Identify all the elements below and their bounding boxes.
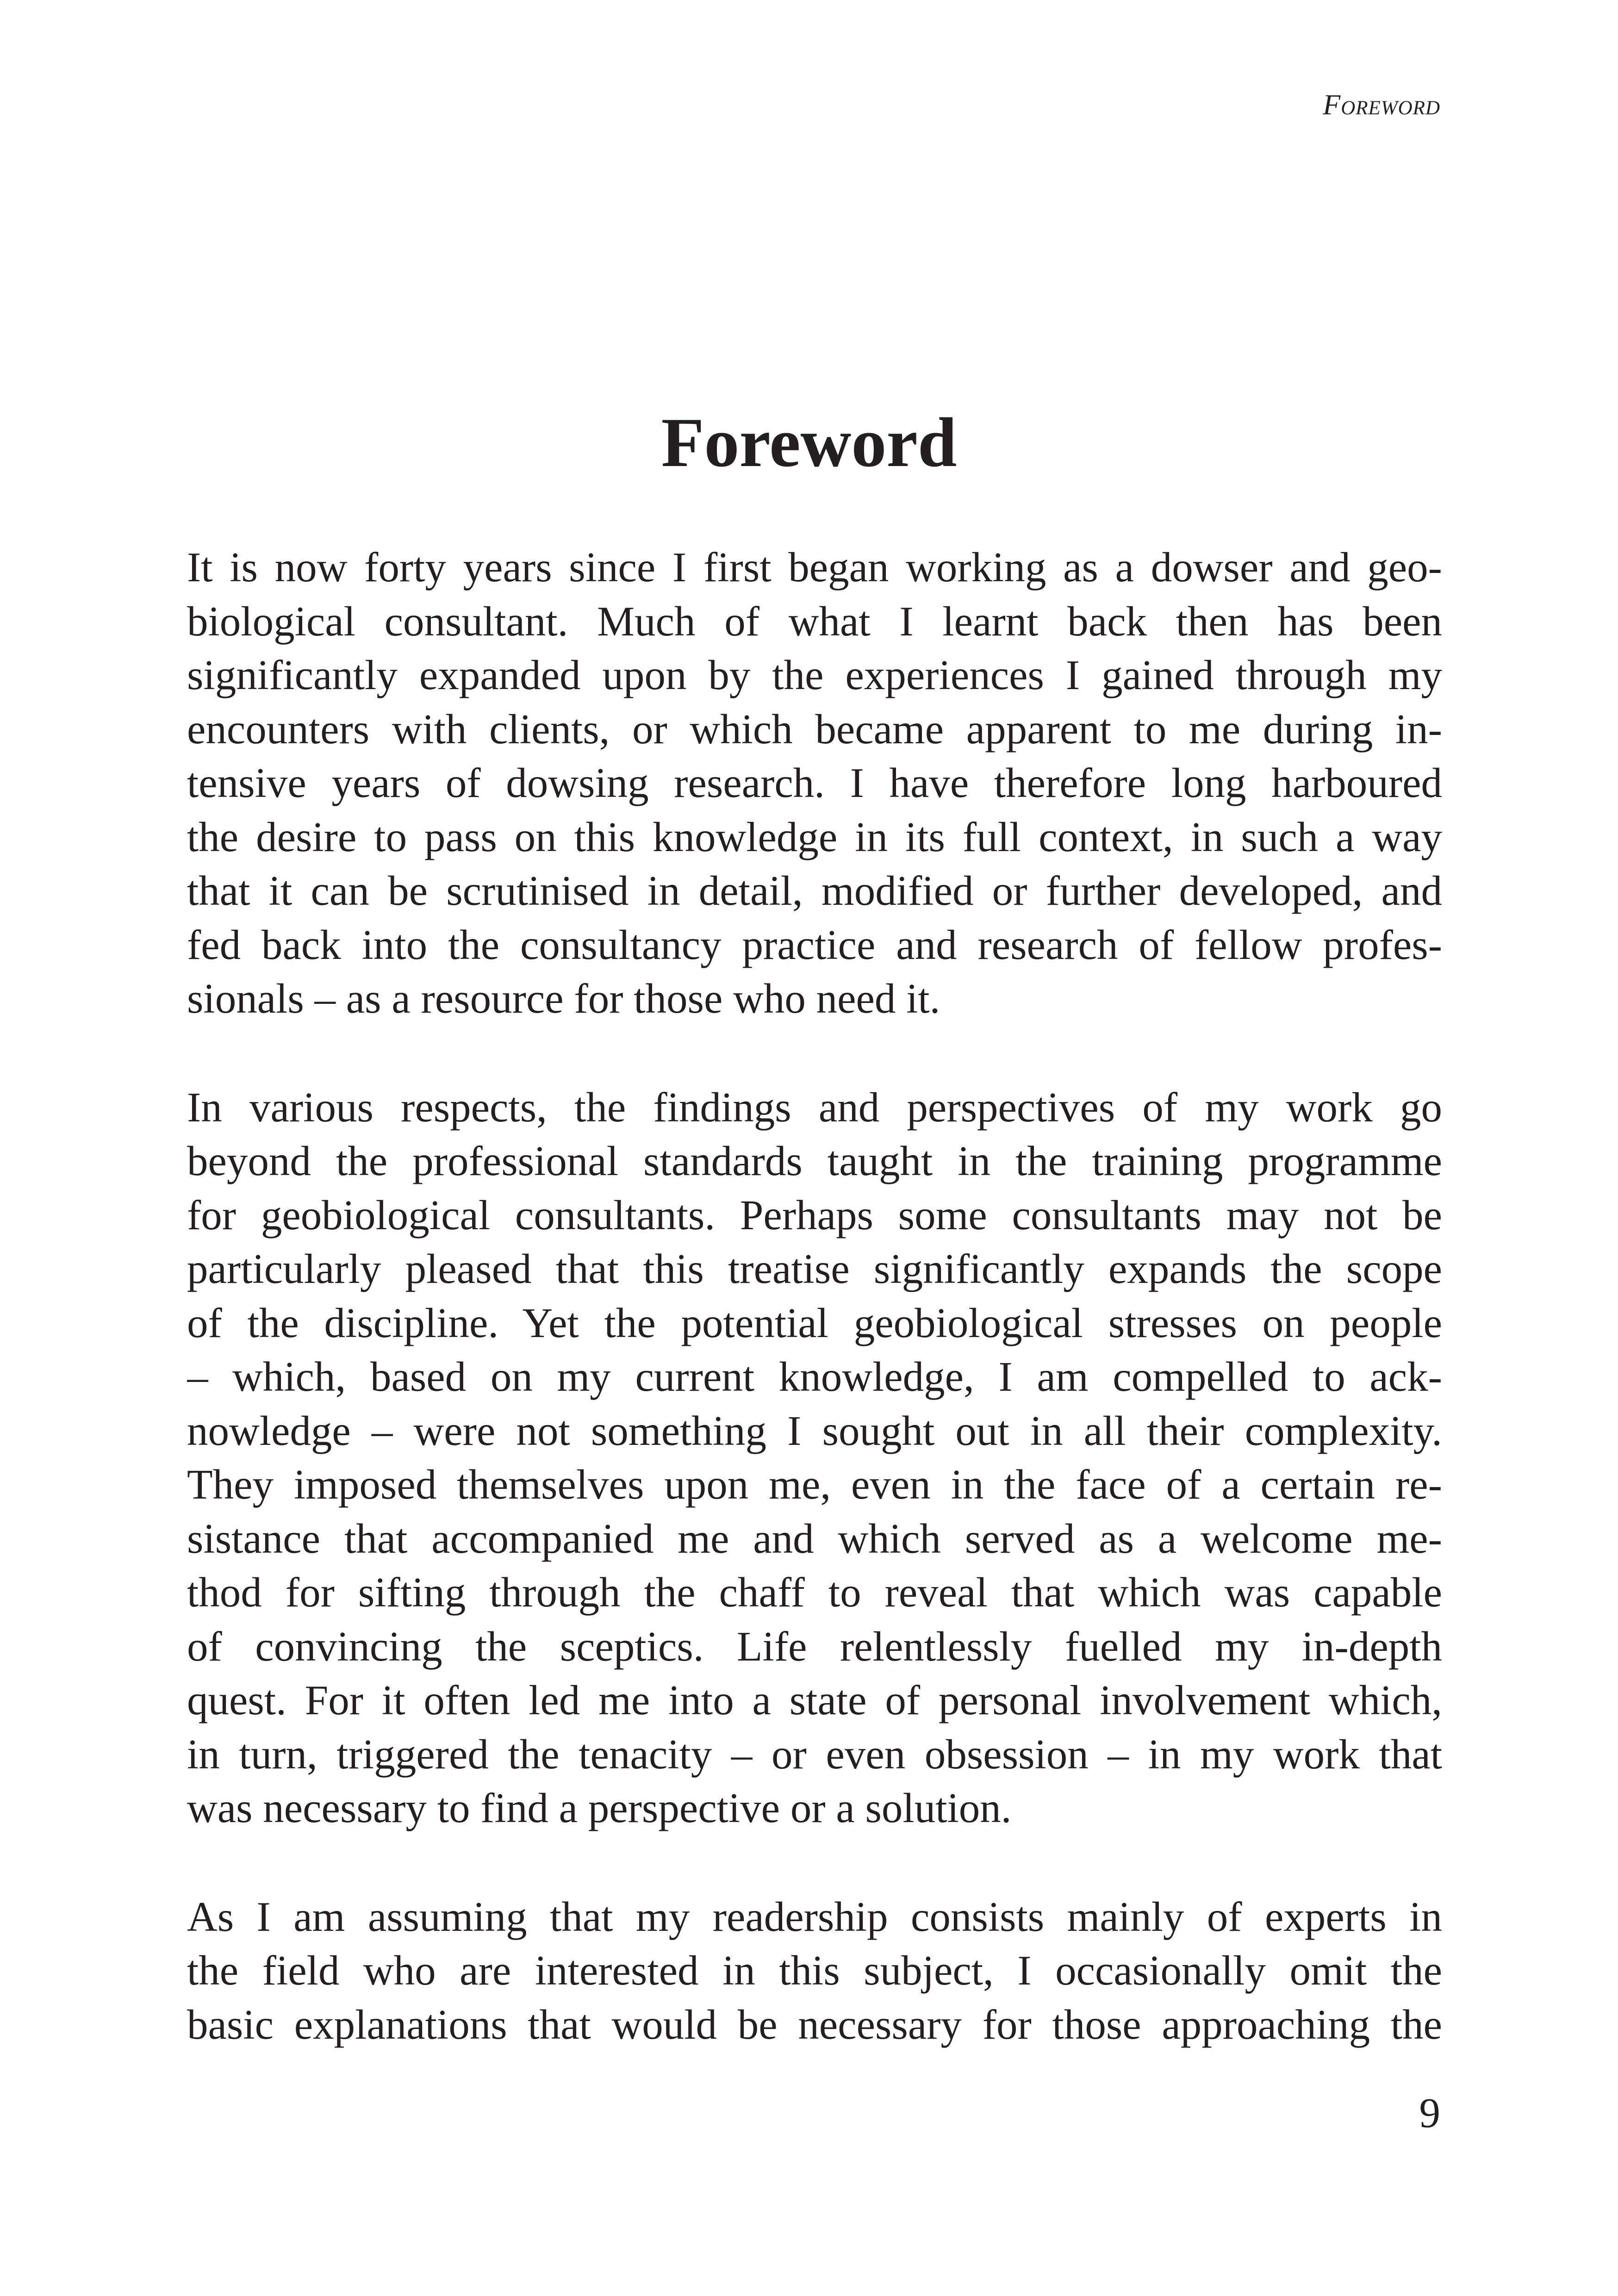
text-line: sionals – as a resource for those who need it. (187, 975, 940, 1022)
text-line: – which, based on my current knowledge, I am compelled to ack- (187, 1353, 1442, 1400)
text-line: was necessary to find a perspective or a solution. (187, 1785, 1012, 1831)
text-line: that it can be scrutinised in detail, modified or further developed, and (187, 867, 1442, 914)
paragraph-2 (187, 1081, 1442, 1836)
text-line: It is now forty years since I first began working as a dowser and geo- (187, 544, 1442, 591)
text-line: thod for sifting through the chaff to reveal that which was capable (187, 1569, 1442, 1616)
running-head: Foreword (1323, 89, 1440, 121)
text-line: basic explanations that would be necessary for those approaching the (187, 2001, 1442, 2048)
text-line: They imposed themselves upon me, even in the face of a certain re- (187, 1461, 1442, 1508)
page-number: 9 (1419, 2090, 1440, 2136)
text-line: of convincing the sceptics. Life relentlessly fuelled my in-depth (187, 1623, 1442, 1670)
text-line: significantly expanded upon by the experiences I gained through my (187, 652, 1442, 698)
text-line: for geobiological consultants. Perhaps some consultants may not be (187, 1191, 1442, 1238)
text-line: the desire to pass on this knowledge in its full context, in such a way (187, 813, 1442, 860)
text-line: tensive years of dowsing research. I have therefore long harboured (187, 759, 1442, 806)
paragraph-3 (187, 1890, 1442, 2052)
chapter-title: Foreword (661, 404, 957, 481)
text-line: biological consultant. Much of what I learnt back then has been (187, 597, 1442, 645)
text-line: particularly pleased that this treatise significantly expands the scope (187, 1245, 1442, 1292)
body-text (187, 541, 1442, 2052)
text-line: beyond the professional standards taught in the training programme (187, 1138, 1442, 1184)
text-line: sistance that accompanied me and which served as a welcome me- (187, 1515, 1442, 1562)
text-line: encounters with clients, or which became apparent to me during in- (187, 705, 1442, 753)
paragraph-1 (187, 541, 1442, 1026)
text-line: in turn, triggered the tenacity – or even obsession – in my work that (187, 1730, 1442, 1778)
text-line: In various respects, the findings and perspectives of my work go (187, 1083, 1442, 1131)
text-line: nowledge – were not something I sought out in all their complexity. (187, 1407, 1442, 1454)
text-line: of the discipline. Yet the potential geobiological stresses on people (187, 1299, 1442, 1346)
text-line: the field who are interested in this subject, I occasionally omit the (187, 1947, 1442, 1994)
text-line: fed back into the consultancy practice and research of fellow profes- (187, 921, 1442, 968)
text-line: As I am assuming that my readership consists mainly of experts in (187, 1893, 1442, 1940)
text-line: quest. For it often led me into a state of personal involvement which, (187, 1677, 1442, 1724)
